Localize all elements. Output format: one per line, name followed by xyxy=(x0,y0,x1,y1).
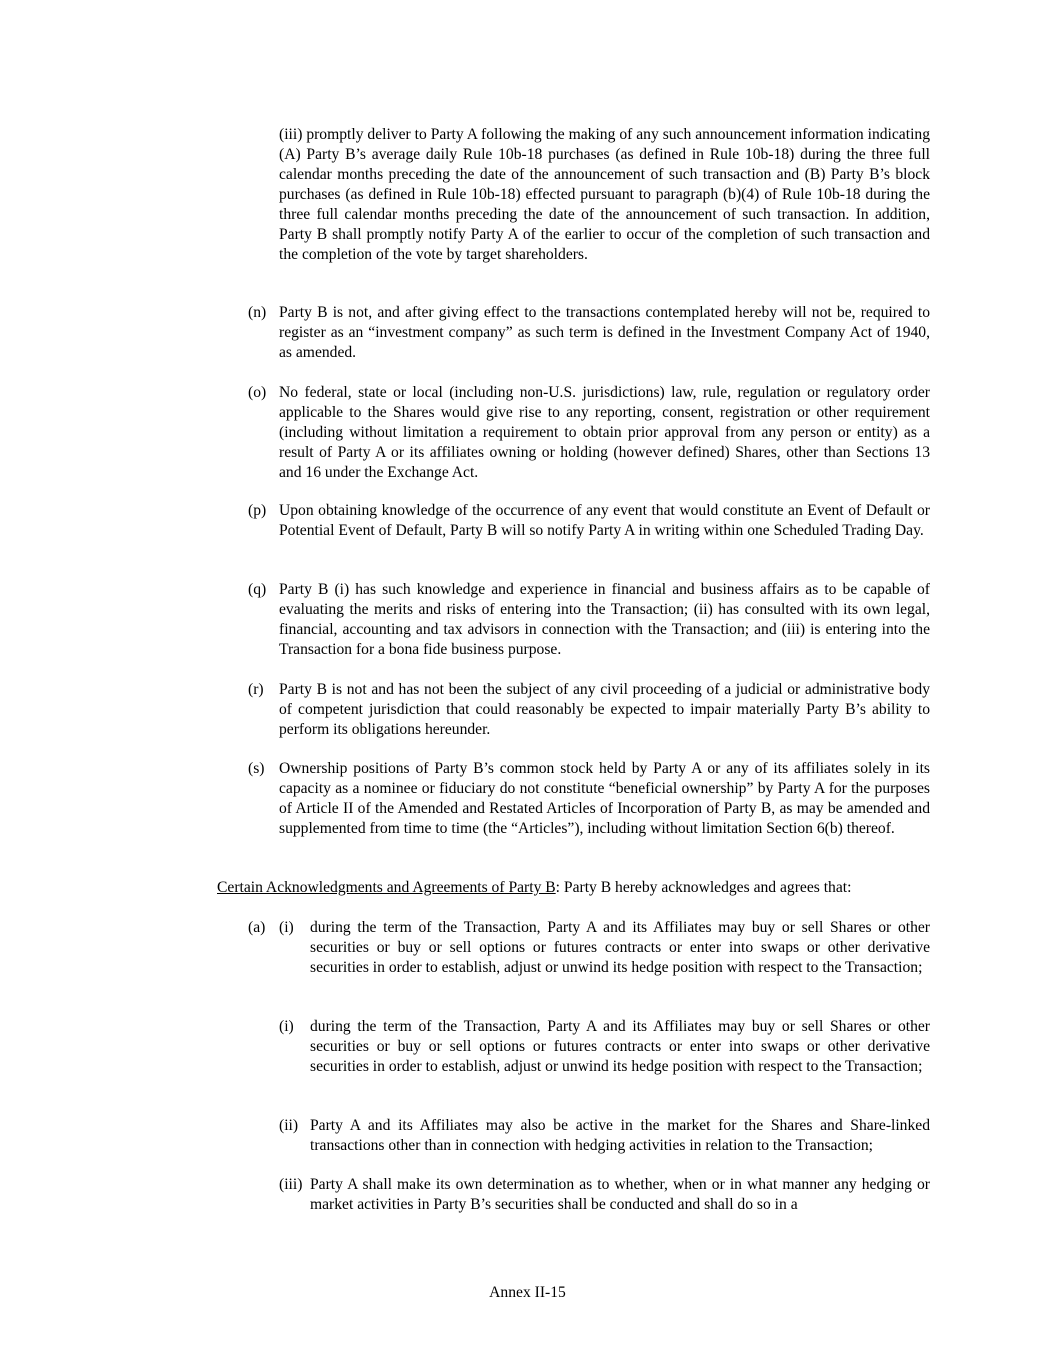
acknowledgments-heading: Certain Acknowledgments and Agreements of Party B xyxy=(217,879,556,896)
subitem-text-4: Party A shall make its own determination as to whether, when or in what manner any hedging or market activities in Party B’s securities shall be conducted and shall do so in a xyxy=(310,1176,930,1213)
subitem-text-3: Party A and its Affiliates may also be active in the market for the Shares and Share-linked transactions other than in connection with hedging activities in relation to the Transaction; xyxy=(310,1117,930,1154)
item-text-o: No federal, state or local (including non-U.S. jurisdictions) law, rule, regulation or regulatory order applicable to the Shares would give rise to any reporting, consent, registration or other requirement (including without limitation a requirement to obtain prior approval from any person or entity) as a result of Party A or its affiliates owning or holding (however defined) Shares, other than Sections 13 and 16 under the Exchange Act. xyxy=(279,384,930,481)
subitem-text-1: during the term of the Transaction, Party A and its Affiliates may buy or sell Shares or other securities or buy or sell options or futures contracts or enter into swaps or other derivative securities in order to establish, adjust or unwind its hedge position with respect to the Transaction; xyxy=(310,919,930,976)
item-text-r: Party B is not and has not been the subject of any civil proceeding of a judicial or administrative body of competent jurisdiction that could reasonably be expected to impair materially Party B’s ability to perform its obligations hereunder. xyxy=(279,681,930,738)
item-label-s: (s) xyxy=(248,760,265,777)
subitem-label-2: (i) xyxy=(279,1018,294,1035)
item-text-s: Ownership positions of Party B’s common stock held by Party A or any of its affiliates solely in its capacity as a nominee or fiduciary do not constitute “beneficial ownership” by Party A for the purposes of Article II of the Amended and Restated Articles of Incorporation of Party B, as may be amended and supplemented from time to time (the “Articles”), including without limitation Section 6(b) thereof. xyxy=(279,760,930,837)
section-label-a: (a) xyxy=(248,919,266,936)
item-label-q: (q) xyxy=(248,581,267,598)
item-text-q: Party B (i) has such knowledge and experience in financial and business affairs as to be capable of evaluating the merits and risks of entering into the Transaction; (ii) has consulted with its own legal, financial, accounting and tax advisors in connection with the Transaction; and (iii) is entering into the Transaction for a bona fide business purpose. xyxy=(279,581,930,658)
subitem-label-3: (ii) xyxy=(279,1117,299,1134)
acknowledgments-intro: : Party B hereby acknowledges and agrees that: xyxy=(555,879,852,896)
subitem-label-4: (iii) xyxy=(279,1176,303,1193)
item-label-n: (n) xyxy=(248,304,267,321)
continuation-paragraph: (iii) promptly deliver to Party A following the making of any such announcement information indicating (A) Party B’s average daily Rule 10b-18 purchases (as defined in Rule 10b-18) during the three full calendar months preceding the date of the announcement of such transaction and (B) Party B’s block purchases (as defined in Rule 10b-18) effected pursuant to paragraph (b)(4) of Rule 10b-18 during the three full calendar months preceding the date of the announcement of such transaction. In addition, Party B shall promptly notify Party A of the earlier to occur of the completion of such transaction and the completion of the vote by target shareholders. xyxy=(279,126,930,263)
item-label-p: (p) xyxy=(248,502,267,519)
acknowledgments-heading-line xyxy=(217,878,930,898)
item-label-o: (o) xyxy=(248,384,267,401)
item-label-r: (r) xyxy=(248,681,264,698)
subitem-label-1: (i) xyxy=(279,919,294,936)
item-text-p: Upon obtaining knowledge of the occurrence of any event that would constitute an Event of Default or Potential Event of Default, Party B will so notify Party A in writing within one Scheduled Trading Day. xyxy=(279,502,930,539)
page-number: Annex II-15 xyxy=(489,1284,566,1301)
subitem-text-2: during the term of the Transaction, Party A and its Affiliates may buy or sell Shares or other securities or buy or sell options or futures contracts or enter into swaps or other derivative securities in order to establish, adjust or unwind its hedge position with respect to the Transaction; xyxy=(310,1018,930,1075)
item-text-n: Party B is not, and after giving effect to the transactions contemplated hereby will not be, required to register as an “investment company” as such term is defined in the Investment Company Act of 1940, as amended. xyxy=(279,304,930,361)
